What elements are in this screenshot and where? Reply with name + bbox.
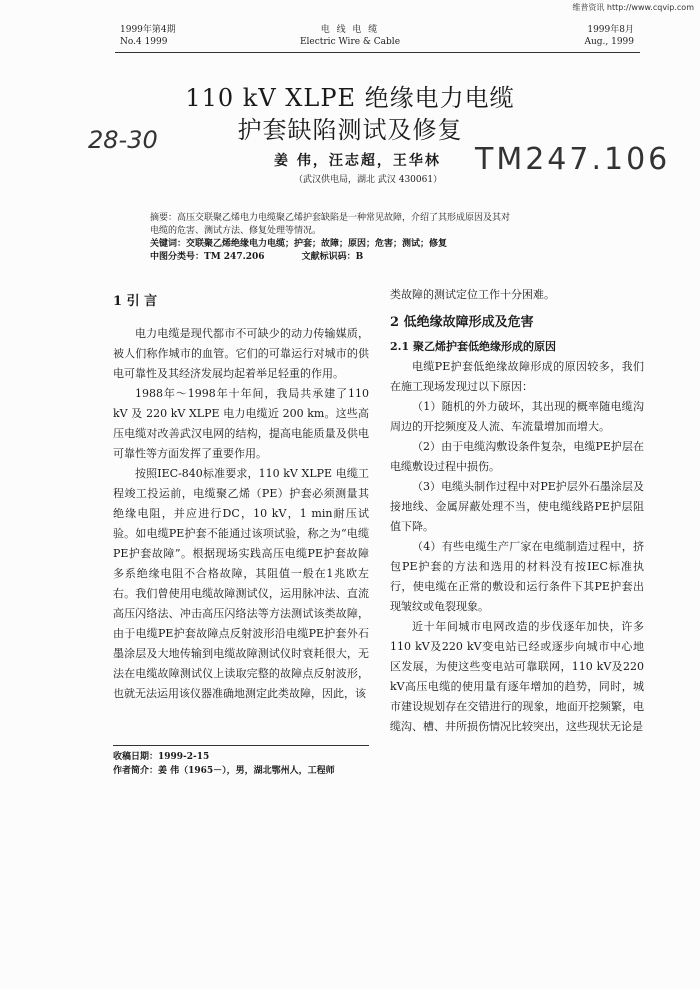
paragraph: （2）由于电缆沟敷设条件复杂，电缆PE护层在电缆敷设过程中损伤。	[390, 440, 644, 473]
title-line-2: 护套缺陷测试及修复	[237, 116, 463, 144]
header-rule	[115, 52, 640, 53]
paragraph: 电缆PE护套低绝缘故障形成的原因较多，我们在施工现场发现过以下原因：	[390, 360, 644, 393]
clc-number: 中图分类号：TM 247.206	[150, 252, 265, 262]
paragraph: （3）电缆头制作过程中对PE护层外石墨涂层及接地线、金属屏蔽处理不当，使电缆线路PE护层阻值下降。	[390, 480, 644, 533]
section-2-heading: 2 低绝缘故障形成及危害	[390, 315, 534, 330]
footnote-rule	[113, 745, 369, 746]
section-2-1-heading: 2.1 聚乙烯护套低绝缘形成的原因	[390, 340, 556, 353]
paragraph: 1988年～1998年十年间，我局共承建了110 kV 及 220 kV XLPE 电力电缆近 200 km。这些高压电缆对改善武汉电网的结构，提高电能质量及供电可靠性等方面发挥了重要作用。	[113, 387, 369, 460]
paragraph-continued: 类故障的测试定位工作十分困难。	[390, 288, 555, 301]
author-bio: 作者简介：姜 伟（1965－），男，湖北鄂州人，工程师	[113, 766, 335, 776]
title-line-1: 110 kV XLPE 绝缘电力电缆	[185, 84, 515, 112]
journal-name-en: Electric Wire & Cable	[299, 37, 401, 47]
issue-en: No.4 1999	[120, 37, 168, 47]
issue-cn: 1999年第4期	[120, 25, 176, 35]
abstract-line-1: 摘要：高压交联聚乙烯电力电缆聚乙烯护套缺陷是一种常见故障，介绍了其形成原因及其对	[150, 213, 511, 223]
paragraph: 电力电缆是现代都市不可缺少的动力传输媒质，被人们称作城市的血管。它们的可靠运行对城市的供电可靠性及其经济发展均起着举足轻重的作用。	[113, 327, 369, 380]
abstract-line-2: 电缆的危害、测试方法、修复处理等情况。	[150, 226, 322, 236]
left-column	[113, 292, 369, 704]
handwritten-classification: TM247.106	[475, 142, 671, 177]
right-column	[390, 285, 644, 737]
paragraph: （4）有些电缆生产厂家在电缆制造过程中，挤包PE护套的方法和选用的材料没有按IEC标准执行，使电缆在正常的敷设和运行条件下其PE护套出现皱纹或龟裂现象。	[390, 540, 644, 613]
handwritten-page-range: 28-30	[88, 126, 158, 154]
affiliation: （武汉供电局，湖北 武汉 430061）	[294, 175, 443, 185]
footnote	[113, 745, 375, 778]
watermark: 维普资讯 http://www.cqvip.com	[572, 3, 694, 12]
keywords: 关键词：交联聚乙烯绝缘电力电缆；护套；故障；原因；危害；测试；修复	[150, 239, 448, 249]
authors: 姜 伟，汪志超，王华林	[274, 153, 441, 169]
date-en: Aug., 1999	[584, 37, 634, 47]
abstract-block	[150, 212, 620, 264]
paragraph: （1）随机的外力破坏，其出现的概率随电缆沟周边的开挖频度及人流、车流量增加而增大。	[390, 400, 644, 433]
received-date: 收稿日期：1999-2-15	[113, 752, 210, 762]
journal-date	[584, 24, 634, 48]
journal-name-cn: 电 线 电 缆	[320, 25, 380, 35]
date-cn: 1999年8月	[587, 25, 634, 35]
paragraph: 近十年间城市电网改造的步伐逐年加快，许多110 kV及220 kV变电站已经或逐步向城市中心地区发展，为使这些变电站可靠联网，110 kV及220 kV高压电缆的使用量有逐年增加的趋势，同时，城市建设规划存在交错进行的现象，地面开挖频繁，电缆沟、槽、井所损伤情况比较突出，这些现状无论是	[390, 620, 644, 733]
section-1-heading: 1 引 言	[113, 294, 158, 309]
paragraph: 按照IEC-840标准要求，110 kV XLPE 电缆工程竣工投运前，电缆聚乙烯（PE）护套必须测量其绝缘电阻，并应进行DC，10 kV，1 min耐压试验。如电缆PE护套不能通过该项试验，称之为“电缆PE护套故障”。根据现场实践高压电缆PE护套故障多系绝缘电阻不合格故障，其阻值一般在1兆欧左右。我们曾使用电缆故障测试仪，运用脉冲法、直流高压闪络法、冲击高压闪络法等方法测试该类故障，由于电缆PE护套故障点反射波形沿电缆PE护套外石墨涂层及大地传输到电缆故障测试仪时衰耗很大，无法在电缆故障测试仪上读取完整的故障点反射波形，也就无法运用该仪器准确地测定此类故障，因此，该	[113, 467, 369, 700]
document-code: 文献标识码：B	[301, 252, 364, 262]
classification-row	[150, 251, 620, 264]
